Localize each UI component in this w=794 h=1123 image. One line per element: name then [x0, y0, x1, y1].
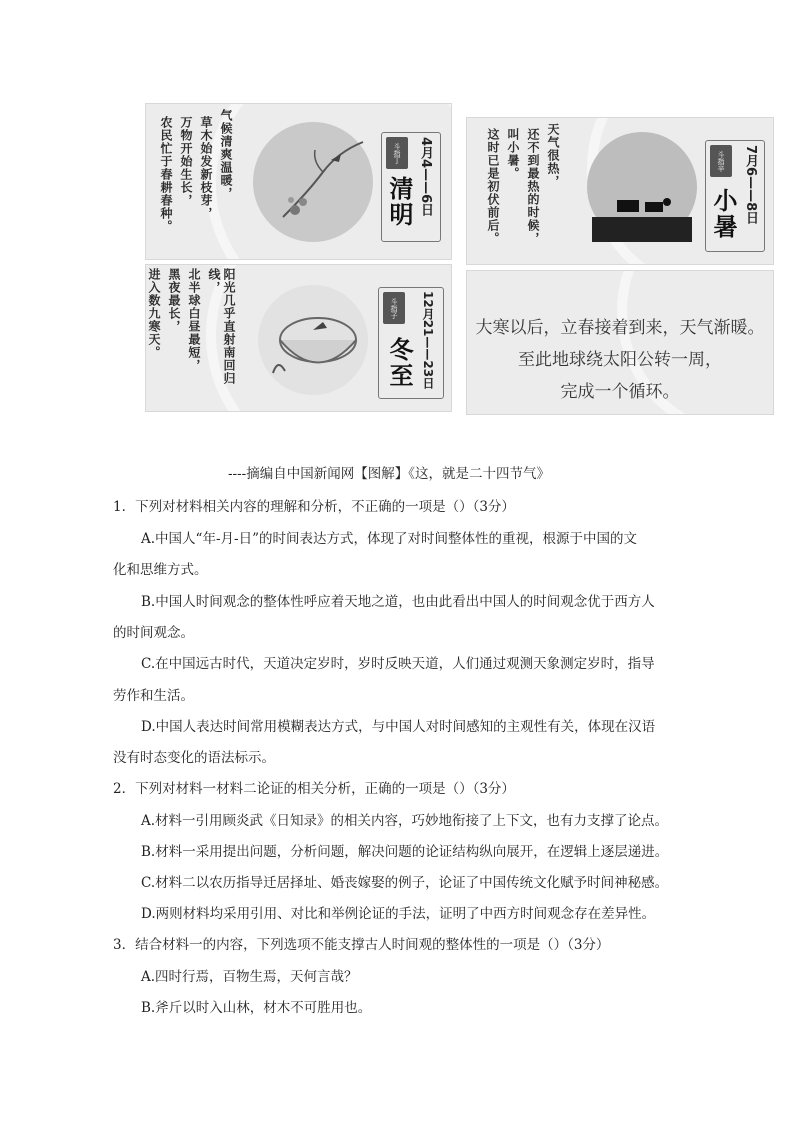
option-text: D.两则材料均采用引用、对比和举例论证的手法，证明了中西方时间观念存在差异性。	[141, 906, 656, 922]
verse-line: 农民忙于春耕春种。	[159, 116, 173, 233]
option-text: D.中国人表达时间常用模糊表达方式，与中国人对时间感知的主观性有关，体现在汉语	[141, 719, 656, 735]
verse-line: 天气很热，	[546, 123, 560, 188]
branch-bird-icon	[253, 122, 373, 242]
dou-zhi-tag: 斗指辛	[710, 145, 732, 177]
option-text: B.斧斤以时入山林，材木不可胜用也。	[141, 1000, 372, 1016]
verse-line: 黑夜最长，	[167, 268, 181, 333]
term-date: 4月4——6日	[418, 137, 433, 217]
summary-line: 大寒以后，立春接着到来，天气渐暖。	[475, 318, 765, 338]
option-text: 的时间观念。	[113, 625, 194, 641]
option-text: A.中国人“年-月-日”的时间表达方式，体现了对时间整体性的重视，根源于中国的文	[141, 531, 637, 547]
summary-line: 至此地球绕太阳公转一周，	[518, 350, 722, 370]
dou-zhi-tag: 斗指丁	[386, 137, 408, 169]
option-text: C.在中国远古时代，天道决定岁时，岁时反映天道，人们通过观测天象测定岁时，指导	[141, 656, 655, 672]
term-date: 12月21——23日	[421, 291, 435, 390]
bowl-circle-image	[258, 285, 368, 395]
verse-line: 进入数九寒天。	[147, 268, 161, 359]
option-text: A.四时行焉，百物生焉，天何言哉？	[141, 969, 358, 985]
option-text: B.材料一采用提出问题，分析问题，解决问题的论证结构纵向展开，在逻辑上逐层递进。	[141, 844, 669, 860]
option-text: 没有时态变化的语法标示。	[113, 750, 275, 766]
panel-qingming	[145, 103, 452, 260]
verse-line: 气候清爽温暖，	[219, 109, 233, 200]
option-text: B.中国人时间观念的整体性呼应着天地之道，也由此看出中国人的时间观念优于西方人	[141, 594, 655, 610]
dumpling-bowl-icon	[258, 285, 368, 395]
verse-line: 北半球白昼最短，	[187, 268, 201, 372]
term-name: 清明	[385, 176, 413, 228]
question-stem: 1．下列对材料相关内容的理解和分析，不正确的一项是（）（3分）	[113, 499, 515, 515]
term-date: 7月6——8日	[743, 145, 758, 225]
option-text: C.材料二以农历指导迁居择址、婚丧嫁娶的例子，论证了中国传统文化赋予时间神秘感。	[141, 875, 669, 891]
verse-line: 万物开始生长，	[179, 116, 193, 207]
option-text: 劳作和生活。	[113, 688, 194, 704]
sunset-circle-image	[587, 132, 697, 242]
option-text: A.材料一引用顾炎武《日知录》的相关内容，巧妙地衔接了上下文，也有力支撑了论点。	[141, 813, 669, 829]
verse-line: 这时已是初伏前后。	[486, 128, 500, 245]
farmer-ox-silhouette-icon	[587, 132, 697, 242]
panel-summary	[466, 270, 774, 415]
option-text: 化和思维方式。	[113, 562, 208, 578]
verse-line: 阳光几乎直射南回归线，	[207, 268, 236, 385]
verse-line: 草木始发新枝芽，	[199, 116, 213, 220]
flower-bird-circle-image	[253, 122, 373, 242]
panel-dongzhi	[145, 264, 452, 412]
summary-line: 完成一个循环。	[560, 382, 680, 402]
term-name: 冬至	[385, 337, 413, 389]
question-stem: 3．结合材料一的内容，下列选项不能支撑古人时间观的整体性的一项是（）（3分）	[113, 937, 610, 953]
verse-line: 还不到最热的时候，	[526, 128, 540, 245]
question-stem: 2．下列对材料一材料二论证的相关分析，正确的一项是（）（3分）	[113, 781, 515, 797]
dou-zhi-tag: 斗指子	[383, 292, 405, 324]
verse-line: 叫小暑。	[506, 128, 520, 180]
panel-xiaoshu	[466, 117, 774, 265]
image-caption: ----摘编自中国新闻网【图解】《这，就是二十四节气》	[228, 466, 550, 482]
term-name: 小暑	[709, 188, 737, 240]
